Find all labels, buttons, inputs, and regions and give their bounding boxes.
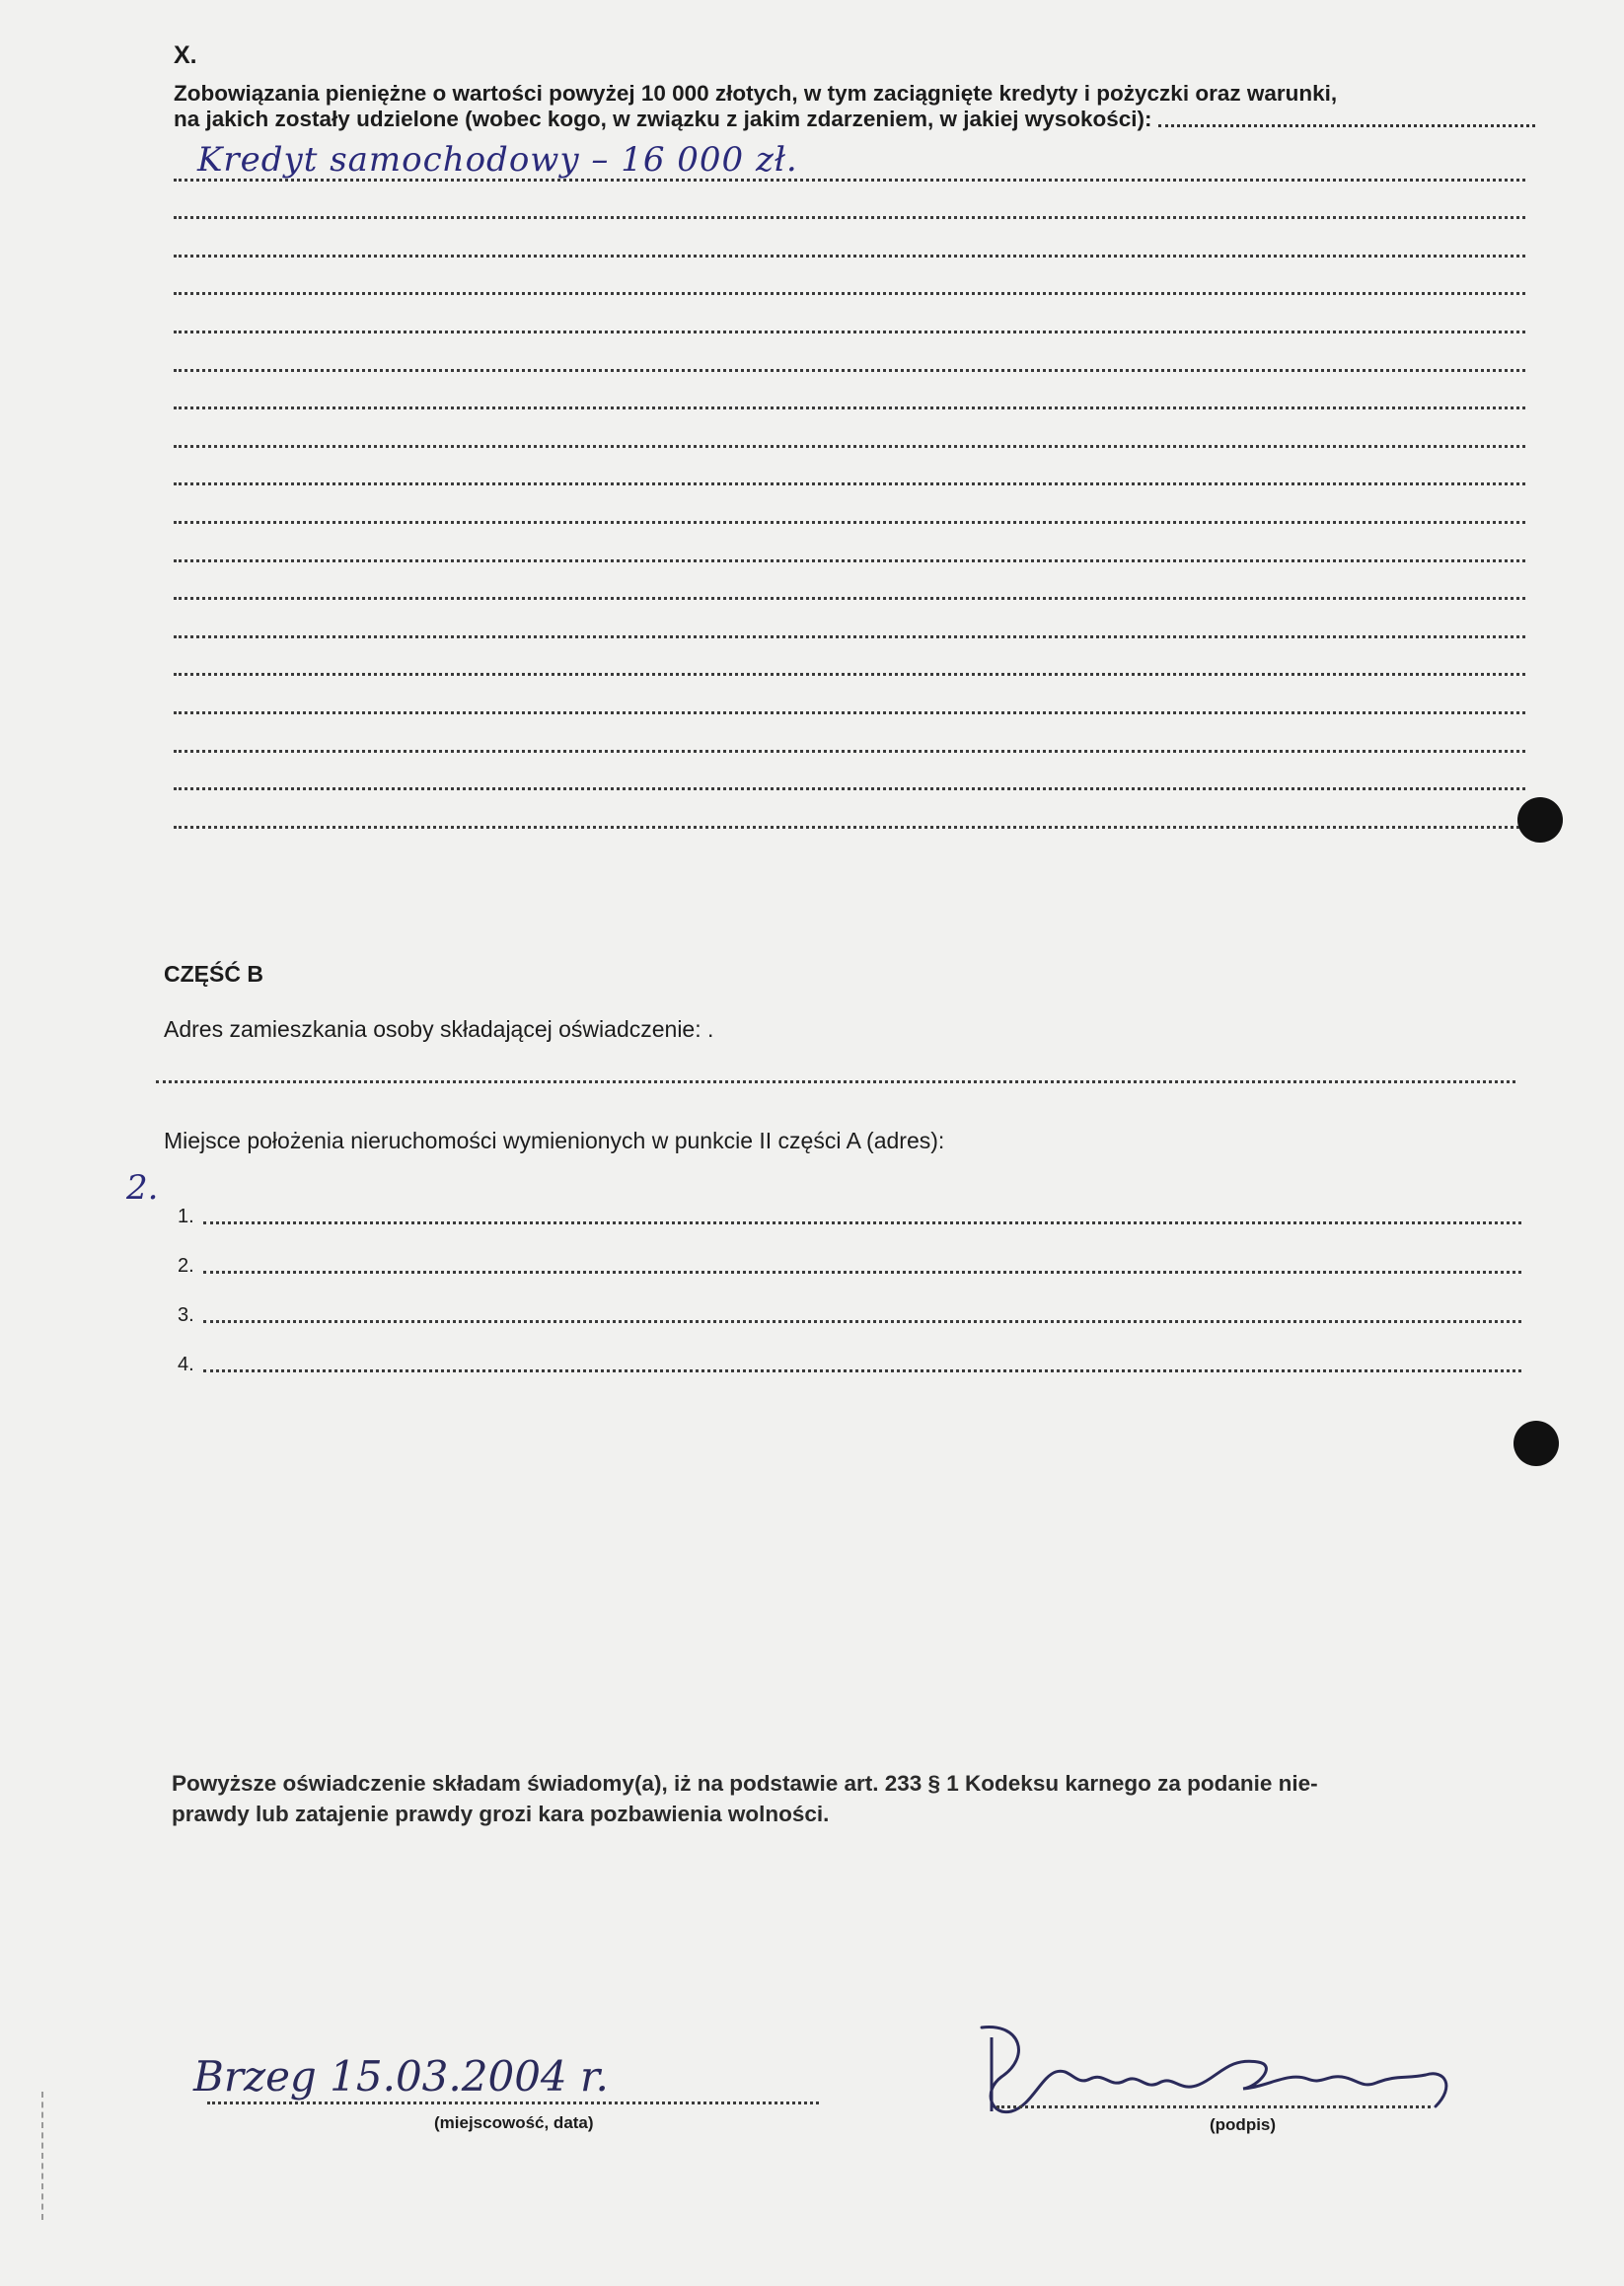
property-item xyxy=(178,1228,1521,1278)
answer-dotted-line xyxy=(174,676,1525,714)
property-item-number: 2. xyxy=(178,1255,194,1277)
answer-dotted-line xyxy=(174,258,1525,296)
property-item-number: 3. xyxy=(178,1304,194,1326)
handwritten-credit-answer: Kredyt samochodowy – 16 000 zł. xyxy=(197,140,798,180)
answer-dotted-line xyxy=(174,448,1525,486)
statement-line-1: Powyższe oświadczenie składam świadomy(a), iż na podstawie art. 233 § 1 Kodeksu karnego za podanie nie- xyxy=(172,1771,1318,1796)
property-item xyxy=(178,1278,1521,1327)
address-label: Adres zamieszkania osoby składającej oświadczenie: . xyxy=(164,1016,714,1042)
place-date-dotted-line xyxy=(207,2096,819,2104)
legal-statement xyxy=(172,1768,1525,1829)
intro-line-2: na jakich zostały udzielone (wobec kogo, w związku z jakim zdarzeniem, w jakiej wysokości): xyxy=(174,107,1152,131)
answer-dotted-line xyxy=(174,562,1525,601)
handwritten-place-date: Brzeg 15.03.2004 r. xyxy=(193,2052,609,2101)
property-item-dotted-line xyxy=(203,1270,1521,1274)
answer-dotted-line xyxy=(174,295,1525,333)
answer-dotted-line xyxy=(174,219,1525,258)
answer-lines xyxy=(174,143,1525,829)
address-dotted-line xyxy=(156,1070,1515,1083)
section-number: X. xyxy=(174,41,197,69)
answer-dotted-line xyxy=(174,409,1525,448)
handwritten-mark: 2. xyxy=(126,1168,159,1208)
signature-dotted-line xyxy=(997,2100,1431,2108)
answer-dotted-line xyxy=(174,524,1525,562)
answer-dotted-line xyxy=(174,638,1525,677)
punch-hole xyxy=(1513,1421,1559,1466)
property-location-label: Miejsce położenia nieruchomości wymienionych w punkcie II części A (adres): xyxy=(164,1128,945,1153)
property-item xyxy=(178,1179,1521,1228)
property-item-number: 1. xyxy=(178,1206,194,1227)
margin-mark xyxy=(41,2092,45,2220)
answer-dotted-line xyxy=(174,372,1525,410)
dotted-leader xyxy=(1158,123,1535,127)
answer-dotted-line xyxy=(174,600,1525,638)
section-x-intro xyxy=(174,81,1535,132)
punch-hole xyxy=(1517,797,1563,843)
answer-dotted-line xyxy=(174,182,1525,220)
place-date-caption: (miejscowość, data) xyxy=(434,2113,594,2132)
intro-line-2-row xyxy=(174,107,1535,132)
property-item-dotted-line xyxy=(203,1220,1521,1224)
answer-dotted-line xyxy=(174,333,1525,372)
answer-dotted-line xyxy=(174,485,1525,524)
property-item-dotted-line xyxy=(203,1319,1521,1323)
property-address-list xyxy=(178,1179,1521,1376)
answer-dotted-line xyxy=(174,714,1525,753)
answer-dotted-line xyxy=(174,753,1525,791)
answer-dotted-line xyxy=(174,790,1525,829)
handwritten-signature xyxy=(962,2018,1475,2126)
statement-line-2: prawdy lub zatajenie prawdy grozi kara pozbawienia wolności. xyxy=(172,1802,830,1826)
property-item xyxy=(178,1327,1521,1376)
intro-line-1: Zobowiązania pieniężne o wartości powyżej 10 000 złotych, w tym zaciągnięte kredyty i pożyczki oraz warunki, xyxy=(174,81,1338,106)
part-b-title: CZĘŚĆ B xyxy=(164,961,263,987)
signature-caption: (podpis) xyxy=(1210,2115,1277,2134)
property-item-dotted-line xyxy=(203,1368,1521,1372)
property-item-number: 4. xyxy=(178,1354,194,1375)
